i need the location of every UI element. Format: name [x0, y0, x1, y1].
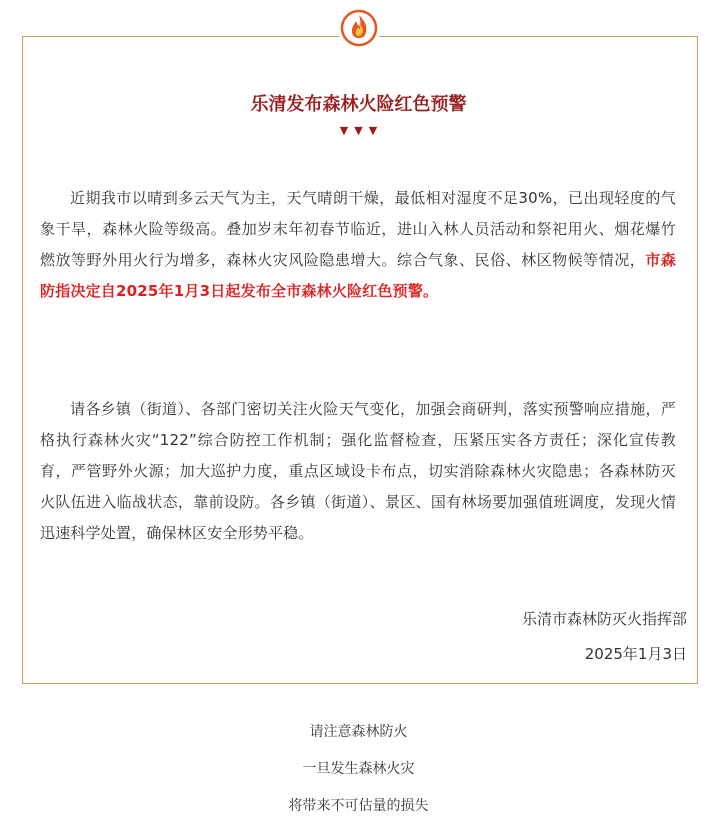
footer-line-2: 一旦发生森林火灾 — [302, 761, 415, 777]
footer-line-3: 将带来不可估量的损失 — [288, 798, 429, 814]
paragraph-situation-text: 近期我市以晴到多云天气为主，天气晴朗干燥，最低相对湿度不足30%，已出现轻度的气象干旱，森林火险等级高。叠加岁末年初春节临近，进山入林人员活动和祭祀用火、烟花爆竹燃放等野外用火行为增多，森林火灾风险隐患增大。综合气象、民俗、林区物候等情况， — [40, 189, 676, 269]
title-divider: ▼▼▼ — [339, 124, 384, 137]
warning-highlight: 市森防指决定自2025年1月3日起发布全市森林火险红色预警。 — [40, 251, 676, 300]
signature-organization: 乐清市森林防灭火指挥部 — [521, 610, 687, 628]
footer-line-1: 请注意森林防火 — [309, 724, 408, 740]
signature-date: 2025年1月3日 — [584, 645, 687, 663]
paragraph-situation — [40, 183, 676, 307]
page-title: 乐清发布森林火险红色预警 — [250, 94, 467, 115]
paragraph-instructions: 请各乡镇（街道）、各部门密切关注火险天气变化，加强会商研判，落实预警响应措施，严格执行森林火灾“122”综合防控工作机制；强化监督检查，压紧压实各方责任；深化宣传教育，严管野外火源；加大巡护力度，重点区域设卡布点，切实消除森林火灾隐患；各森林防灭火队伍进入临战状态，靠前设防。各乡镇（街道）、景区、国有林场要加强值班调度，发现火情迅速科学处置，确保林区安全形势平稳。 — [40, 400, 676, 542]
flame-icon — [339, 8, 379, 48]
